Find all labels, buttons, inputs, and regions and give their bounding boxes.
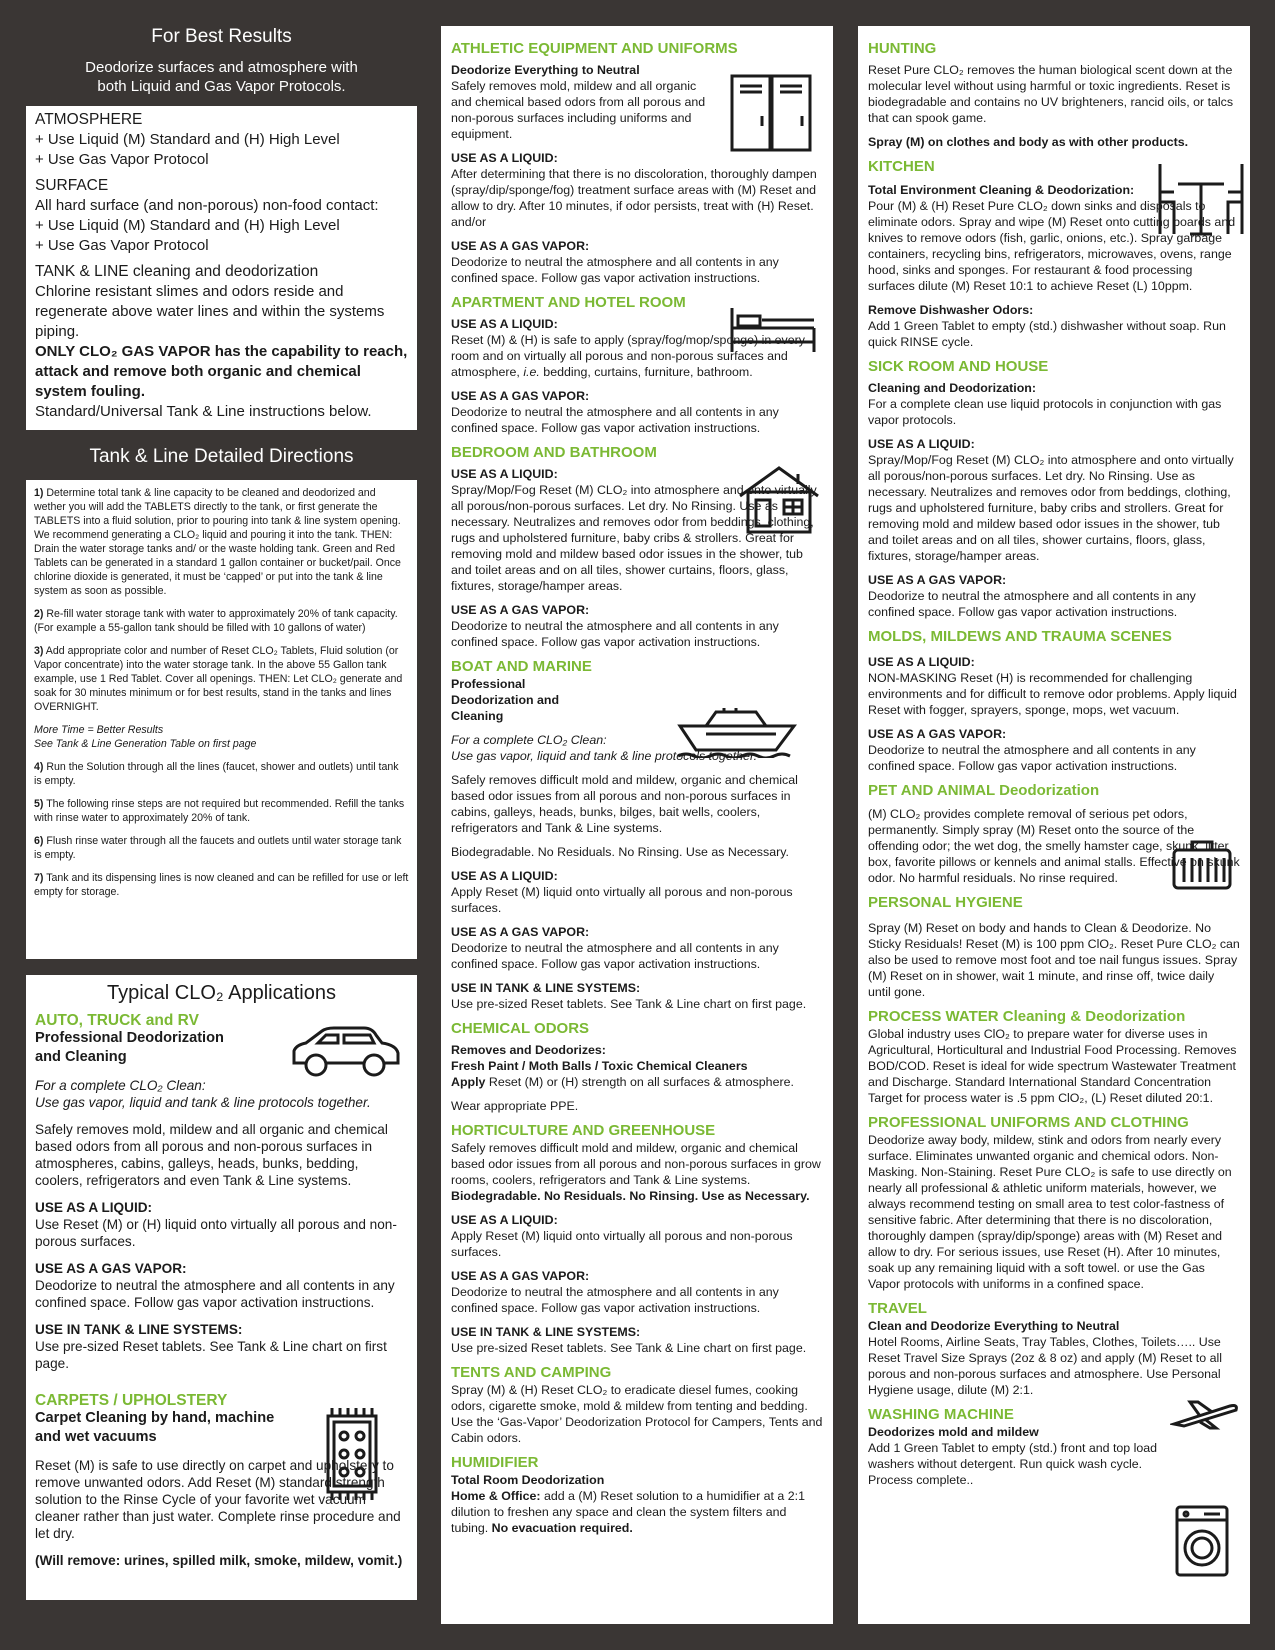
process-water-body: Global industry uses ClO₂ to prepare water for diverse uses in Agricultural, Horticultural and Industrial Food Processing. Removes BOD/COD. Reset is ideal for wide spectrum Wastewater Treatment and Discharge. Standard International Standard Concentration Target for process water is .5 ppm ClO₂, (L) Reset diluted 20:1. [868,1027,1237,1105]
boat-liquid-text: Apply Reset (M) liquid onto virtually all porous and non-porous surfaces. [451,885,793,915]
athletic-body: Safely removes mold, mildew and all organic and chemical based odors from all porous and non-porous surfaces including uniforms and equipment. [451,79,706,141]
apartment-gas-label: USE AS A GAS VAPOR: [451,389,590,403]
hunting-heading: HUNTING [868,40,937,57]
typical-applications-title: Typical CLO₂ Applications [107,982,336,1004]
chemical-apply [451,1074,823,1090]
auto-italic [35,1077,408,1111]
apartment-gas-text: Deodorize to neutral the atmosphere and all contents in any confined space. Follow gas vapor activation instructions. [451,405,779,435]
auto-subheading: Professional Deodorization and Cleaning [35,1030,224,1065]
surface-line-0: All hard surface (and non-porous) non-food contact: [35,197,379,214]
travel-subheading: Clean and Deodorize Everything to Neutral [868,1319,1120,1333]
hygiene-body: Spray (M) Reset on body and hands to Clean & Deodorize. No Sticky Residuals! Reset (M) is 100 ppm ClO₂. Reset Pure CLO₂ can also be used to remove most foot and toe nail fungus issues. Spray (M) Reset on in shower, wait 1 minute, and rinse off, twice daily until gone. [868,921,1240,999]
carpets-subheading: Carpet Cleaning by hand, machine and wet vacuums [35,1410,275,1445]
kitchen-subheading-2: Remove Dishwasher Odors: [868,303,1034,317]
uniforms-body: Deodorize away body, mildew, stink and odors from nearly every surface. Eliminates unwanted organic and chemical odors. Non-Masking. Non-Staining. Reset Pure CLO₂ is safe to use directly on nearly all professional & athletic uniform materials, however, we always recommend testing on small area to test color-fastness of sensitive fabric. After determining that there is no discoloration, thoroughly dampen (spray/dip/sponge) areas with (M) Reset and allow to dry. For serious issues, use Reset (H). After 10 minutes, soak up any remaining liquid with a soft towel. or use the Gas Vapor protocols with uniforms in a confined space. [868,1133,1232,1291]
surface-line-2: + Use Gas Vapor Protocol [35,237,209,254]
boat-body-2: Biodegradable. No Residuals. No Rinsing. Use as Necessary. [451,845,789,859]
step-2-text: Re-fill water storage tank with water to approximately 20% of tank capacity. (For example a 55-gallon tank should be filled with 10 gallons of water) [34,608,398,634]
boat-heading: BOAT AND MARINE [451,658,592,675]
auto-tank-label: USE IN TANK & LINE SYSTEMS: [35,1322,243,1337]
auto-liquid-text: Use Reset (M) or (H) liquid onto virtually all porous and non-porous surfaces. [35,1217,397,1249]
process-water-heading: PROCESS WATER Cleaning & Deodorization [868,1008,1186,1025]
molds-liquid-text: NON-MASKING Reset (H) is recommended for challenging environments and for difficult to remove odor problems. Apply liquid Reset with fogger, sprayers, sponge, mops, wet vacuum. [868,671,1237,717]
carpets-body: Reset (M) is safe to use directly on carpet and upholstery to remove unwanted odors. Add Reset (M) standard strength solution to the Rinse Cycle of your favorite wet vacuum cleaner rather than just water. Complete rinse procedure and let dry. [35,1458,401,1541]
boat-gas-label: USE AS A GAS VAPOR: [451,925,590,939]
apartment-liquid-label: USE AS A LIQUID: [451,317,558,331]
step-3-num: 3) [34,645,44,657]
apartment-heading: APARTMENT AND HOTEL ROOM [451,294,686,311]
bedroom-liquid-text: Spray/Mop/Fog Reset (M) CLO₂ into atmosphere and onto virtually all porous/non-porous surfaces. Let dry. No Rinsing. Use as necessary. Neutralizes and removes odor from beddings, clothing, rugs and upholstered furniture, baby cribs & strollers. Great for removing mold and mildew based odor issues in the shower, tub and toilet areas and on all tiles, shower curtains, floors, glass, fixtures, storage/hamper areas. [451,483,817,593]
sickroom-gas-label: USE AS A GAS VAPOR: [868,573,1007,587]
tank-body: Chlorine resistant slimes and odors reside and regenerate above water lines and within the systems piping. [35,283,385,340]
step-4 [34,760,409,788]
locker-icon [728,72,814,154]
carpets-heading: CARPETS / UPHOLSTERY [35,1392,228,1409]
step-7-num: 7) [34,872,44,884]
washing-machine-icon [1174,1504,1230,1578]
apartment-liquid-b: bedding, curtains, furniture, bathroom. [539,365,753,379]
molds-heading: MOLDS, MILDEWS AND TRAUMA SCENES [868,628,1172,645]
right-panel [858,26,1250,1624]
sickroom-liquid-text: Spray/Mop/Fog Reset (M) CLO₂ into atmosphere and onto virtually all porous/non-porous surfaces. Let dry. No Rinsing. Use as necessary. Neutralizes and removes odor from beddings, clothing, rugs and upholstered furniture, baby cribs and strollers. Great for removing mold and mildew based odor issues in the shower, tub and toilet areas and on all tiles, shower curtains, floors, glass, fixtures, storage/hamper areas. [868,453,1234,563]
auto-gas-label: USE AS A GAS VAPOR: [35,1261,187,1276]
auto-italic-1: For a complete CLO₂ Clean: [35,1078,206,1093]
washing-heading: WASHING MACHINE [868,1406,1014,1423]
apartment-liquid-a: Reset (M) & (H) is safe to apply (spray/fog/mop/sponge) in every room and on virtually all porous and non-porous surfaces and atmosphere, [451,333,805,379]
horticulture-tank-text: Use pre-sized Reset tablets. See Tank & Line chart on first page. [451,1341,807,1355]
bedroom-gas-text: Deodorize to neutral the atmosphere and all contents in any confined space. Follow gas vapor activation instructions. [451,619,779,649]
step-2 [34,607,409,635]
sickroom-liquid-label: USE AS A LIQUID: [868,437,975,451]
sickroom-gas-text: Deodorize to neutral the atmosphere and all contents in any confined space. Follow gas vapor activation instructions. [868,589,1196,619]
bed-icon [728,306,818,354]
auto-body: Safely removes mold, mildew and all organic and chemical based odors from all porous and non-porous surfaces in atmospheres, cabins, galleys, heads, bunks, bedding, coolers, refrigerators and even Tank & Line systems. [35,1122,388,1188]
chemical-heading: CHEMICAL ODORS [451,1020,590,1037]
horticulture-gas-label: USE AS A GAS VAPOR: [451,1269,590,1283]
horticulture-gas-text: Deodorize to neutral the atmosphere and all contents in any confined space. Follow gas vapor activation instructions. [451,1285,779,1315]
kitchen-body: Pour (M) & (H) Reset Pure CLO₂ down sinks and disposals to eliminate odors. Spray and wipe (M) Reset onto cutting boards and knives to remove odors (fish, garlic, onions, etc.). Spray garbage containers, recycling bins, refrigerators, microwaves, ovens, range hood, sinks and sponges. For restaurant & food processing surfaces dilute (M) Reset 10:1 to achieve Reset (L) 10ppm. [868,199,1236,293]
hunting-body: Reset Pure CLO₂ removes the human biological scent down at the molecular level without using harmful or toxic ingredients. Reset is biodegradable and contains no UV brighteners, rancid oils, or talcs that can spook game. [868,63,1234,125]
more-time-line-2: See Tank & Line Generation Table on first page [34,738,257,750]
atmosphere-line-1: + Use Liquid (M) Standard and (H) High Level [35,131,340,148]
sickroom-body: For a complete clean use liquid protocols in conjunction with gas vapor protocols. [868,397,1222,427]
hunting-bold: Spray (M) on clothes and body as with other products. [868,135,1189,149]
humidifier-home-office: Home & Office: [451,1489,541,1503]
athletic-liquid-text: After determining that there is no discoloration, thoroughly dampen (spray/dip/sponge/fog) treatment surface areas with (M) Reset and allow to dry. After 10 minutes, if odor persists, treat with (H) Reset. and/or [451,167,817,229]
washing-subheading: Deodorizes mold and mildew [868,1425,1039,1439]
molds-gas-text: Deodorize to neutral the atmosphere and all contents in any confined space. Follow gas vapor activation instructions. [868,743,1196,773]
athletic-liquid-label: USE AS A LIQUID: [451,151,558,165]
bedroom-liquid-label: USE AS A LIQUID: [451,467,558,481]
chemical-ppe: Wear appropriate PPE. [451,1099,579,1113]
step-6-text: Flush rinse water through all the faucets and outlets until water storage tank is empty. [34,835,402,861]
auto-tank-text: Use pre-sized Reset tablets. See Tank & Line chart on first page. [35,1339,387,1371]
step-6-num: 6) [34,835,44,847]
washing-body: Add 1 Green Tablet to empty (std.) front and top load washers without detergent. Run quick wash cycle. Process complete.. [868,1441,1158,1487]
boat-icon [676,706,798,758]
atmosphere-heading: ATMOSPHERE [35,111,143,128]
horticulture-tank-label: USE IN TANK & LINE SYSTEMS: [451,1325,641,1339]
pet-heading: PET AND ANIMAL Deodorization [868,782,1100,799]
step-7 [34,871,409,899]
boat-tank-label: USE IN TANK & LINE SYSTEMS: [451,981,641,995]
tank-line-directions-header [26,446,417,478]
rug-icon [322,1406,382,1502]
tank-heading: TANK & LINE cleaning and deodorization [35,263,319,280]
hygiene-heading: PERSONAL HYGIENE [868,894,1023,911]
tents-body: Spray (M) & (H) Reset CLO₂ to eradicate diesel fumes, cooking odors, cigarette smoke, mold & mildew from tenting and bedding. Use the ‘Gas-Vapor’ Deodorization Protocol for Campers, Tents and Cabin odors. [451,1383,823,1445]
apartment-liquid-ie: i.e. [523,365,540,379]
step-1-num: 1) [34,487,44,499]
best-results-title: For Best Results [151,26,292,47]
tents-heading: TENTS AND CAMPING [451,1364,612,1381]
humidifier-body [451,1488,823,1536]
step-2-num: 2) [34,608,44,620]
horticulture-body: Safely removes difficult mold and mildew, organic and chemical based odor issues from all porous and non-porous surfaces in grow rooms, coolers, refrigerators and Tank & Line systems. [451,1141,821,1187]
boat-italic-2: Use gas vapor, liquid and tank & line protocols together. [451,749,758,763]
boat-body: Safely removes difficult mold and mildew, organic and chemical based odor issues from all porous and non-porous surfaces in cabins, galleys, heads, bunks, bilges, bait wells, coolers, refrigerators and Tank & Line systems. [451,773,798,835]
step-1-text: Determine total tank & line capacity to be cleaned and deodorized and wether you will add the TABLETS directly to the tank, or first generate the TABLETS into a fluid solution, prior to pouring into tank & line system opening. We recommend generating a CLO₂ liquid and pouring it into the tank. THEN: Drain the water storage tanks and/ or the waste holding tank. Green and Red Tablets can be generated in a standard 1 gallon container or bucket/pail. Once chlorine dioxide is generated, it must be ‘capped’ or put into the tank & line system as soon as possible. [34,487,401,597]
horticulture-liquid-text: Apply Reset (M) liquid onto virtually all porous and non-porous surfaces. [451,1229,793,1259]
molds-gas-label: USE AS A GAS VAPOR: [868,727,1007,741]
surface-heading: SURFACE [35,177,109,194]
step-7-text: Tank and its dispensing lines is now cleaned and can be refilled for use or left empty for storage. [34,872,409,898]
auto-liquid-label: USE AS A LIQUID: [35,1200,153,1215]
tank-tail: Standard/Universal Tank & Line instructions below. [35,403,372,420]
athletic-subheading: Deodorize Everything to Neutral [451,63,640,77]
auto-heading: AUTO, TRUCK and RV [35,1012,199,1029]
sickroom-subheading: Cleaning and Deodorization: [868,381,1036,395]
pet-body: (M) CLO₂ provides complete removal of serious pet odors, permanently. Simply spray (M) Reset onto the source of the offending odor; the wet dog, the smelly hamster cage, skunk, litter box, favorite pillows or kennels and animal stalls. Effective on skunk odor. No harmful residuals. No rinse required. [868,807,1240,885]
horticulture-heading: HORTICULTURE AND GREENHOUSE [451,1122,716,1139]
more-time-line-1: More Time = Better Results [34,724,164,736]
chemical-b1: Removes and Deodorizes: [451,1043,606,1057]
protocol-summary-box [26,106,417,430]
tank-line-directions-box [26,480,417,959]
athletic-heading: ATHLETIC EQUIPMENT AND UNIFORMS [451,40,738,57]
boat-subheading: Professional Deodorization and Cleaning [451,677,560,723]
chemical-apply-text: Reset (M) or (H) strength on all surfaces & atmosphere. [485,1075,794,1089]
boat-italic-1: For a complete CLO₂ Clean: [451,733,607,747]
step-3-text: Add appropriate color and number of Reset CLO₂ Tablets, Fluid solution (or Vapor concentrate) into the water storage tank. In the above 55 Gallon tank example, use 1 Red Tablet. Cover all openings. THEN: Let CLO₂ generate and soak for 30 minutes minimum or for best results, stand in the tanks and lines OVERNIGHT. [34,645,403,713]
auto-gas-text: Deodorize to neutral the atmosphere and all contents in any confined space. Follow gas vapor activation instructions. [35,1278,395,1310]
step-4-num: 4) [34,761,44,773]
kitchen-body-2: Add 1 Green Tablet to empty (std.) dishwasher without soap. Run quick RINSE cycle. [868,319,1226,349]
chemical-b2: Fresh Paint / Moth Balls / Toxic Chemical Cleaners [451,1059,748,1073]
athletic-gas-text: Deodorize to neutral the atmosphere and all contents in any confined space. Follow gas vapor activation instructions. [451,255,779,285]
humidifier-no-evac: No evacuation required. [491,1521,633,1535]
carpets-bold: (Will remove: urines, spilled milk, smoke, mildew, vomit.) [35,1553,403,1568]
step-5 [34,797,409,825]
travel-body: Hotel Rooms, Airline Seats, Tray Tables, Clothes, Toilets….. Use Reset Travel Size Sprays (2oz & 8 oz) and apply (M) Reset to all porous and non-porous surfaces and atmosphere. Use Personal Hygiene usage, dilute (M) 2:1. [868,1335,1222,1397]
chemical-apply-bold: Apply [451,1075,486,1089]
boat-gas-text: Deodorize to neutral the atmosphere and all contents in any confined space. Follow gas vapor activation instructions. [451,941,779,971]
kitchen-heading: KITCHEN [868,158,935,175]
surface-line-1: + Use Liquid (M) Standard and (H) High Level [35,217,340,234]
boat-tank-text: Use pre-sized Reset tablets. See Tank & Line chart on first page. [451,997,807,1011]
horticulture-liquid-label: USE AS A LIQUID: [451,1213,558,1227]
step-5-num: 5) [34,798,44,810]
step-3 [34,644,409,714]
kitchen-subheading: Total Environment Cleaning & Deodorization: [868,183,1135,197]
humidifier-subheading: Total Room Deodorization [451,1473,605,1487]
house-icon [738,464,820,534]
middle-panel [441,26,833,1624]
step-1 [34,486,409,598]
athletic-gas-label: USE AS A GAS VAPOR: [451,239,590,253]
table-chairs-icon [1156,162,1246,236]
bedroom-heading: BEDROOM AND BATHROOM [451,444,657,461]
horticulture-bold: Biodegradable. No Residuals. No Rinsing. Use as Necessary. [451,1189,810,1203]
more-time-note [34,723,409,751]
step-5-text: The following rinse steps are not required but recommended. Refill the tanks with rinse water to approximately 20% of tank. [34,798,405,824]
best-results-header [26,26,417,96]
car-icon [290,1025,402,1080]
tank-line-directions-title: Tank & Line Detailed Directions [89,446,354,467]
step-4-text: Run the Solution through all the lines (faucet, shower and outlets) until tank is empty. [34,761,399,787]
pet-carrier-icon [1170,838,1234,892]
airplane-icon [1170,1396,1240,1430]
atmosphere-line-2: + Use Gas Vapor Protocol [35,151,209,168]
best-results-subtitle: Deodorize surfaces and atmosphere with both Liquid and Gas Vapor Protocols. [85,59,358,95]
bedroom-gas-label: USE AS A GAS VAPOR: [451,603,590,617]
humidifier-text: add a (M) Reset solution to a humidifier at a 2:1 dilution to freshen any space and clean the system filters and tubing. [451,1489,805,1535]
molds-liquid-label: USE AS A LIQUID: [868,655,975,669]
uniforms-heading: PROFESSIONAL UNIFORMS AND CLOTHING [868,1114,1189,1131]
sickroom-heading: SICK ROOM AND HOUSE [868,358,1049,375]
humidifier-heading: HUMIDIFIER [451,1454,539,1471]
boat-liquid-label: USE AS A LIQUID: [451,869,558,883]
step-6 [34,834,409,862]
auto-italic-2: Use gas vapor, liquid and tank & line protocols together. [35,1095,371,1110]
tank-bold: ONLY CLO₂ GAS VAPOR has the capability to reach, attack and remove both organic and chemical system fouling. [35,343,408,400]
travel-heading: TRAVEL [868,1300,927,1317]
